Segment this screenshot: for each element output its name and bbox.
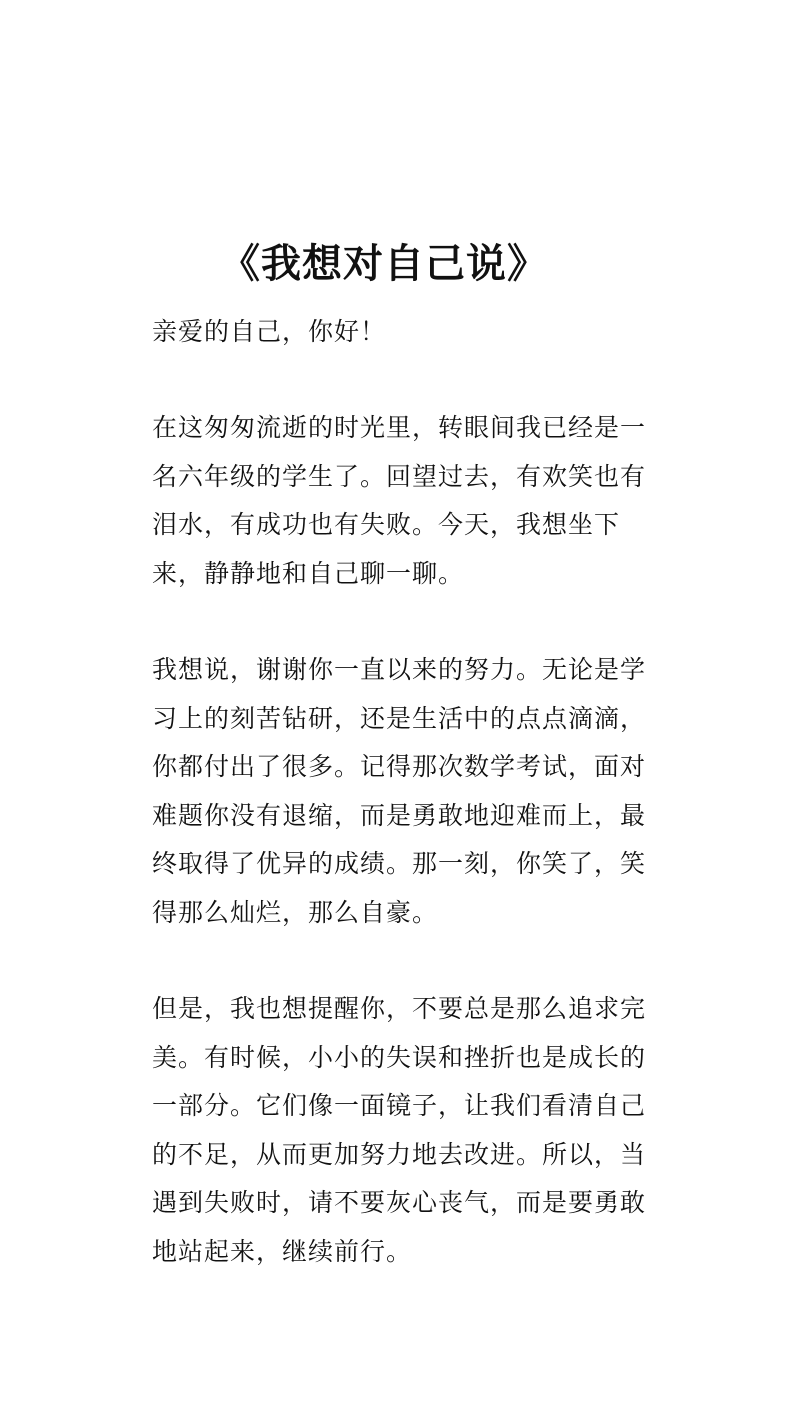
paragraph-line: 地站起来，继续前行。	[152, 1236, 413, 1266]
paragraph-line: 我想说，谢谢你一直以来的努力。无论是学	[152, 655, 647, 684]
paragraph-line: 遇到失败时，请不要灰心丧气，而是要勇敢	[152, 1188, 647, 1217]
paragraph-line: 一部分。它们像一面镜子，让我们看清自己	[152, 1091, 647, 1120]
paragraph-line: 但是，我也想提醒你，不要总是那么追求完	[152, 994, 647, 1023]
paragraph-line: 来，静静地和自己聊一聊。	[152, 558, 465, 588]
paragraph-line: 习上的刻苦钻研，还是生活中的点点滴滴，	[152, 703, 647, 733]
paragraph-line: 的不足，从而更加努力地去改进。所以，当	[152, 1139, 647, 1169]
paragraph-line: 在这匆匆流逝的时光里，转眼间我已经是一	[152, 413, 647, 442]
salutation-line: 亲爱的自己，你好！	[152, 317, 387, 346]
paragraph-line: 终取得了优异的成绩。那一刻，你笑了，笑	[152, 849, 647, 878]
document-title: 《我想对自己说》	[220, 241, 548, 287]
paragraph-1	[152, 404, 652, 598]
paragraph-3	[152, 985, 652, 1276]
paragraph-line: 得那么灿烂，那么自豪。	[152, 897, 439, 927]
paragraph-line: 难题你没有退缩，而是勇敢地迎难而上，最	[152, 800, 647, 830]
paragraph-line: 你都付出了很多。记得那次数学考试，面对	[152, 752, 647, 781]
paragraph-2	[152, 646, 652, 937]
paragraph-line: 泪水，有成功也有失败。今天，我想坐下	[152, 510, 621, 539]
paragraph-line: 名六年级的学生了。回望过去，有欢笑也有	[152, 461, 647, 491]
letter-document	[152, 232, 652, 1276]
paragraph-line: 美。有时候，小小的失误和挫折也是成长的	[152, 1042, 647, 1072]
